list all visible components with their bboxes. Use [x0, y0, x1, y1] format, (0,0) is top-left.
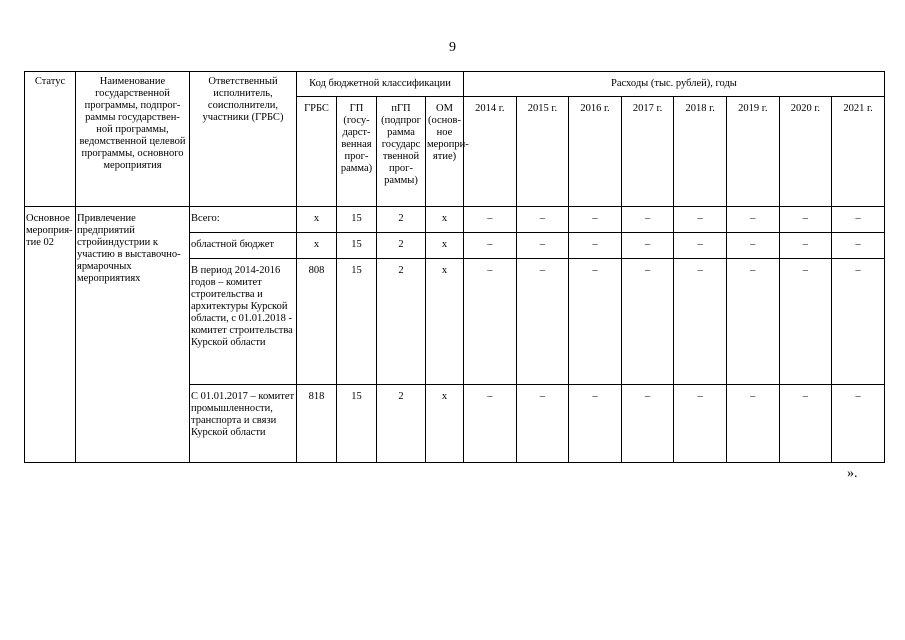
value-cell: – — [726, 385, 779, 463]
value-cell: – — [726, 207, 779, 233]
gp-cell: 15 — [337, 259, 377, 385]
value-cell: – — [569, 259, 622, 385]
gp-cell: 15 — [337, 233, 377, 259]
pgp-cell: 2 — [377, 385, 426, 463]
header-gp: ГП (госу-дарст-венная прог-рамма) — [337, 97, 377, 207]
value-cell: – — [832, 233, 885, 259]
header-year: 2018 г. — [674, 97, 727, 207]
header-year: 2021 г. — [832, 97, 885, 207]
grbs-cell: 808 — [297, 259, 337, 385]
value-cell: – — [464, 385, 517, 463]
value-cell: – — [516, 207, 569, 233]
pgp-cell: 2 — [377, 207, 426, 233]
value-cell: – — [674, 207, 727, 233]
om-cell: х — [426, 385, 464, 463]
value-cell: – — [621, 233, 674, 259]
value-cell: – — [674, 385, 727, 463]
closing-mark: ». — [847, 466, 858, 481]
table-row — [25, 207, 885, 233]
value-cell: – — [464, 259, 517, 385]
value-cell: – — [464, 233, 517, 259]
header-grbs: ГРБС — [297, 97, 337, 207]
header-year: 2016 г. — [569, 97, 622, 207]
om-cell: х — [426, 233, 464, 259]
gp-cell: 15 — [337, 385, 377, 463]
executor-cell: С 01.01.2017 – комитет промышленности, транспорта и связи Курской области — [190, 385, 297, 463]
value-cell: – — [726, 259, 779, 385]
header-year: 2020 г. — [779, 97, 832, 207]
header-executor: Ответственный исполнитель, соисполнители, участники (ГРБС) — [190, 72, 297, 207]
pgp-cell: 2 — [377, 233, 426, 259]
value-cell: – — [464, 207, 517, 233]
value-cell: – — [674, 233, 727, 259]
value-cell: – — [569, 207, 622, 233]
header-budget-code: Код бюджетной классификации — [297, 72, 464, 97]
executor-cell: В период 2014-2016 годов – комитет строительства и архитектуры Курской области, с 01.01.2018 - комитет строительства Курской области — [190, 259, 297, 385]
header-expenses: Расходы (тыс. рублей), годы — [464, 72, 885, 97]
grbs-cell: 818 — [297, 385, 337, 463]
value-cell: – — [832, 207, 885, 233]
om-cell: х — [426, 259, 464, 385]
header-year: 2015 г. — [516, 97, 569, 207]
value-cell: – — [726, 233, 779, 259]
om-cell: х — [426, 207, 464, 233]
value-cell: – — [621, 259, 674, 385]
header-year: 2014 г. — [464, 97, 517, 207]
header-year: 2017 г. — [621, 97, 674, 207]
value-cell: – — [832, 385, 885, 463]
value-cell: – — [832, 259, 885, 385]
header-name: Наименование государственной программы, подпрог-раммы государствен-ной программы, ведомственной целевой программы, основного мероприятия — [76, 72, 190, 207]
header-pgp: пГП (подпрог рамма государс твенной прог-раммы) — [377, 97, 426, 207]
grbs-cell: х — [297, 207, 337, 233]
page-number: 9 — [449, 40, 456, 55]
name-cell: Привлечение предприятий стройиндустрии к участию в выставочно-ярмарочных мероприятиях — [76, 207, 190, 463]
value-cell: – — [674, 259, 727, 385]
value-cell: – — [516, 385, 569, 463]
value-cell: – — [779, 385, 832, 463]
header-om: ОМ (основ-ное меропри-ятие) — [426, 97, 464, 207]
value-cell: – — [516, 259, 569, 385]
budget-table — [24, 71, 885, 463]
value-cell: – — [779, 207, 832, 233]
grbs-cell: х — [297, 233, 337, 259]
header-status: Статус — [25, 72, 76, 207]
gp-cell: 15 — [337, 207, 377, 233]
value-cell: – — [569, 233, 622, 259]
status-cell: Основное мероприя-тие 02 — [25, 207, 76, 463]
value-cell: – — [621, 207, 674, 233]
pgp-cell: 2 — [377, 259, 426, 385]
header-year: 2019 г. — [726, 97, 779, 207]
executor-cell: Всего: — [190, 207, 297, 233]
value-cell: – — [621, 385, 674, 463]
value-cell: – — [516, 233, 569, 259]
value-cell: – — [779, 233, 832, 259]
value-cell: – — [569, 385, 622, 463]
value-cell: – — [779, 259, 832, 385]
executor-cell: областной бюджет — [190, 233, 297, 259]
